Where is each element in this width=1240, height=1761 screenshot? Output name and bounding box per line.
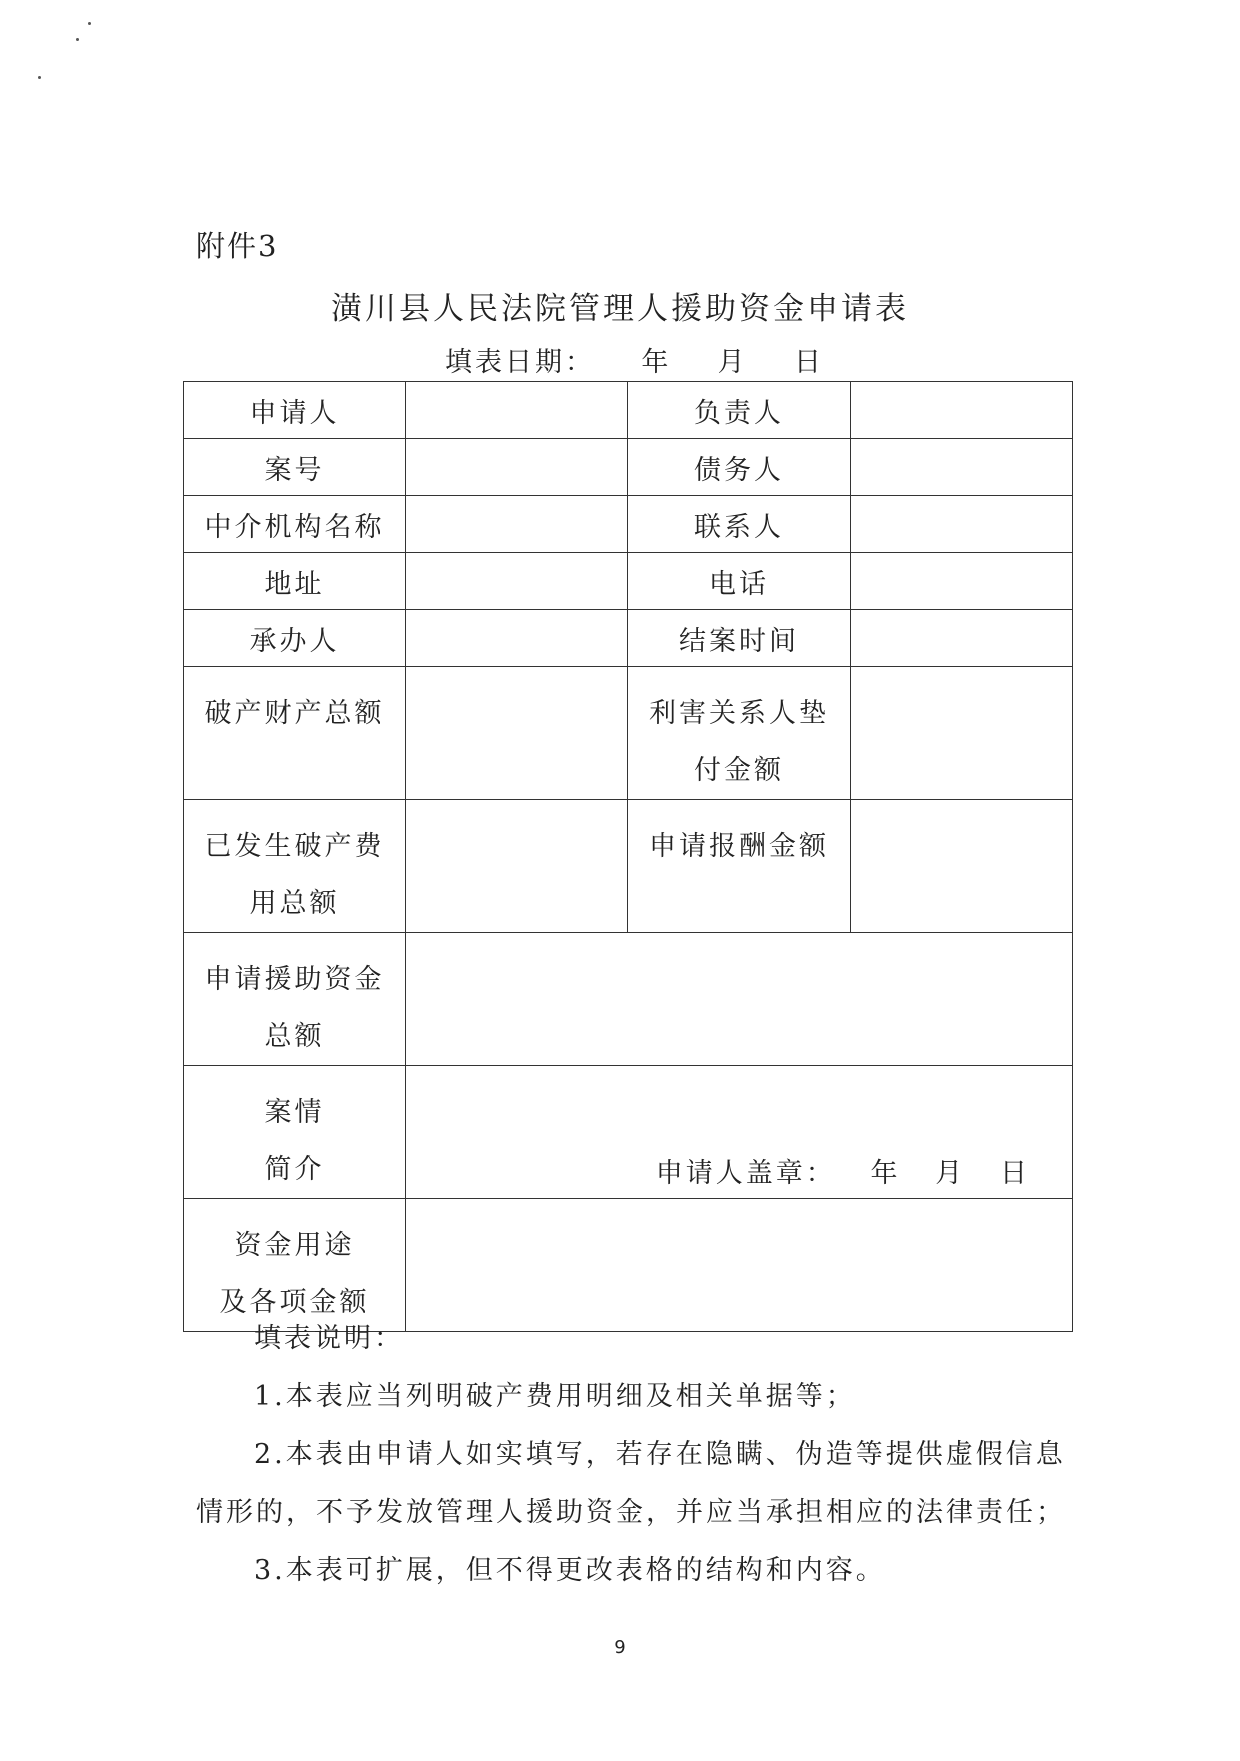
field-case-summary[interactable] [406, 1066, 1073, 1199]
label-person-in-charge: 负责人 [628, 382, 851, 439]
applicant-seal-line: 申请人盖章： 年 月 日 [655, 1158, 1030, 1189]
scan-speck [88, 22, 91, 25]
application-form-table [183, 381, 1073, 1332]
label-requested-aid [184, 933, 406, 1066]
table-row [184, 800, 1073, 933]
label-line-1: 已发生破产费 [204, 831, 385, 862]
label-handler: 承办人 [184, 610, 406, 667]
label-incurred-fees [184, 800, 406, 933]
field-incurred-fees[interactable] [406, 800, 628, 933]
label-bankrupt-property-total [184, 667, 406, 800]
label-contact: 联系人 [628, 496, 851, 553]
label-line-2: 及各项金额 [219, 1287, 370, 1318]
field-closing-time[interactable] [851, 610, 1073, 667]
scan-speck [76, 38, 79, 41]
label-interested-party-advance [628, 667, 851, 800]
table-row [184, 933, 1073, 1066]
form-title: 潢川县人民法院管理人援助资金申请表 [331, 291, 909, 327]
label-agency-name: 中介机构名称 [184, 496, 406, 553]
fill-date: 填表日期： 年 月 日 [445, 347, 824, 378]
scan-speck [38, 76, 41, 79]
table-row [184, 1066, 1073, 1199]
field-interested-party-advance[interactable] [851, 667, 1073, 800]
field-handler[interactable] [406, 610, 628, 667]
table-row [184, 439, 1073, 496]
table-row [184, 610, 1073, 667]
table-row [184, 382, 1073, 439]
field-bankrupt-property-total[interactable] [406, 667, 628, 800]
field-debtor[interactable] [851, 439, 1073, 496]
attachment-label: 附件3 [196, 229, 279, 263]
field-agency-name[interactable] [406, 496, 628, 553]
label-line-2: 简介 [264, 1154, 325, 1185]
note-item-3: 3.本表可扩展，但不得更改表格的结构和内容。 [254, 1555, 886, 1586]
note-item-2-line-1: 2.本表由申请人如实填写，若存在隐瞒、伪造等提供虚假信息 [254, 1439, 1066, 1470]
field-case-number[interactable] [406, 439, 628, 496]
field-requested-aid[interactable] [406, 933, 1073, 1066]
field-requested-remuneration[interactable] [851, 800, 1073, 933]
note-item-1: 1.本表应当列明破产费用明细及相关单据等； [254, 1381, 856, 1412]
label-phone: 电话 [628, 553, 851, 610]
label-case-summary [184, 1066, 406, 1199]
field-applicant[interactable] [406, 382, 628, 439]
field-contact[interactable] [851, 496, 1073, 553]
table-row [184, 496, 1073, 553]
label-line-1: 申请援助资金 [204, 964, 385, 995]
table-row [184, 667, 1073, 800]
label-line-1: 案情 [264, 1097, 325, 1128]
field-phone[interactable] [851, 553, 1073, 610]
label-address: 地址 [184, 553, 406, 610]
field-address[interactable] [406, 553, 628, 610]
filling-instructions [196, 1310, 1076, 1600]
label-debtor: 债务人 [628, 439, 851, 496]
notes-heading: 填表说明： [254, 1323, 404, 1354]
label-text: 破产财产总额 [204, 698, 385, 729]
table-row [184, 553, 1073, 610]
label-line-2: 总额 [264, 1021, 325, 1052]
label-line-1: 利害关系人垫 [649, 698, 829, 729]
label-text: 申请报酬金额 [649, 831, 829, 862]
field-person-in-charge[interactable] [851, 382, 1073, 439]
label-line-2: 用总额 [249, 888, 340, 919]
note-item-2-line-2: 情形的，不予发放管理人援助资金，并应当承担相应的法律责任； [196, 1497, 1066, 1528]
label-line-2: 付金额 [694, 755, 784, 786]
label-case-number: 案号 [184, 439, 406, 496]
label-line-1: 资金用途 [234, 1230, 355, 1261]
label-requested-remuneration [628, 800, 851, 933]
label-closing-time: 结案时间 [628, 610, 851, 667]
page-number: 9 [614, 1637, 626, 1658]
label-applicant: 申请人 [184, 382, 406, 439]
